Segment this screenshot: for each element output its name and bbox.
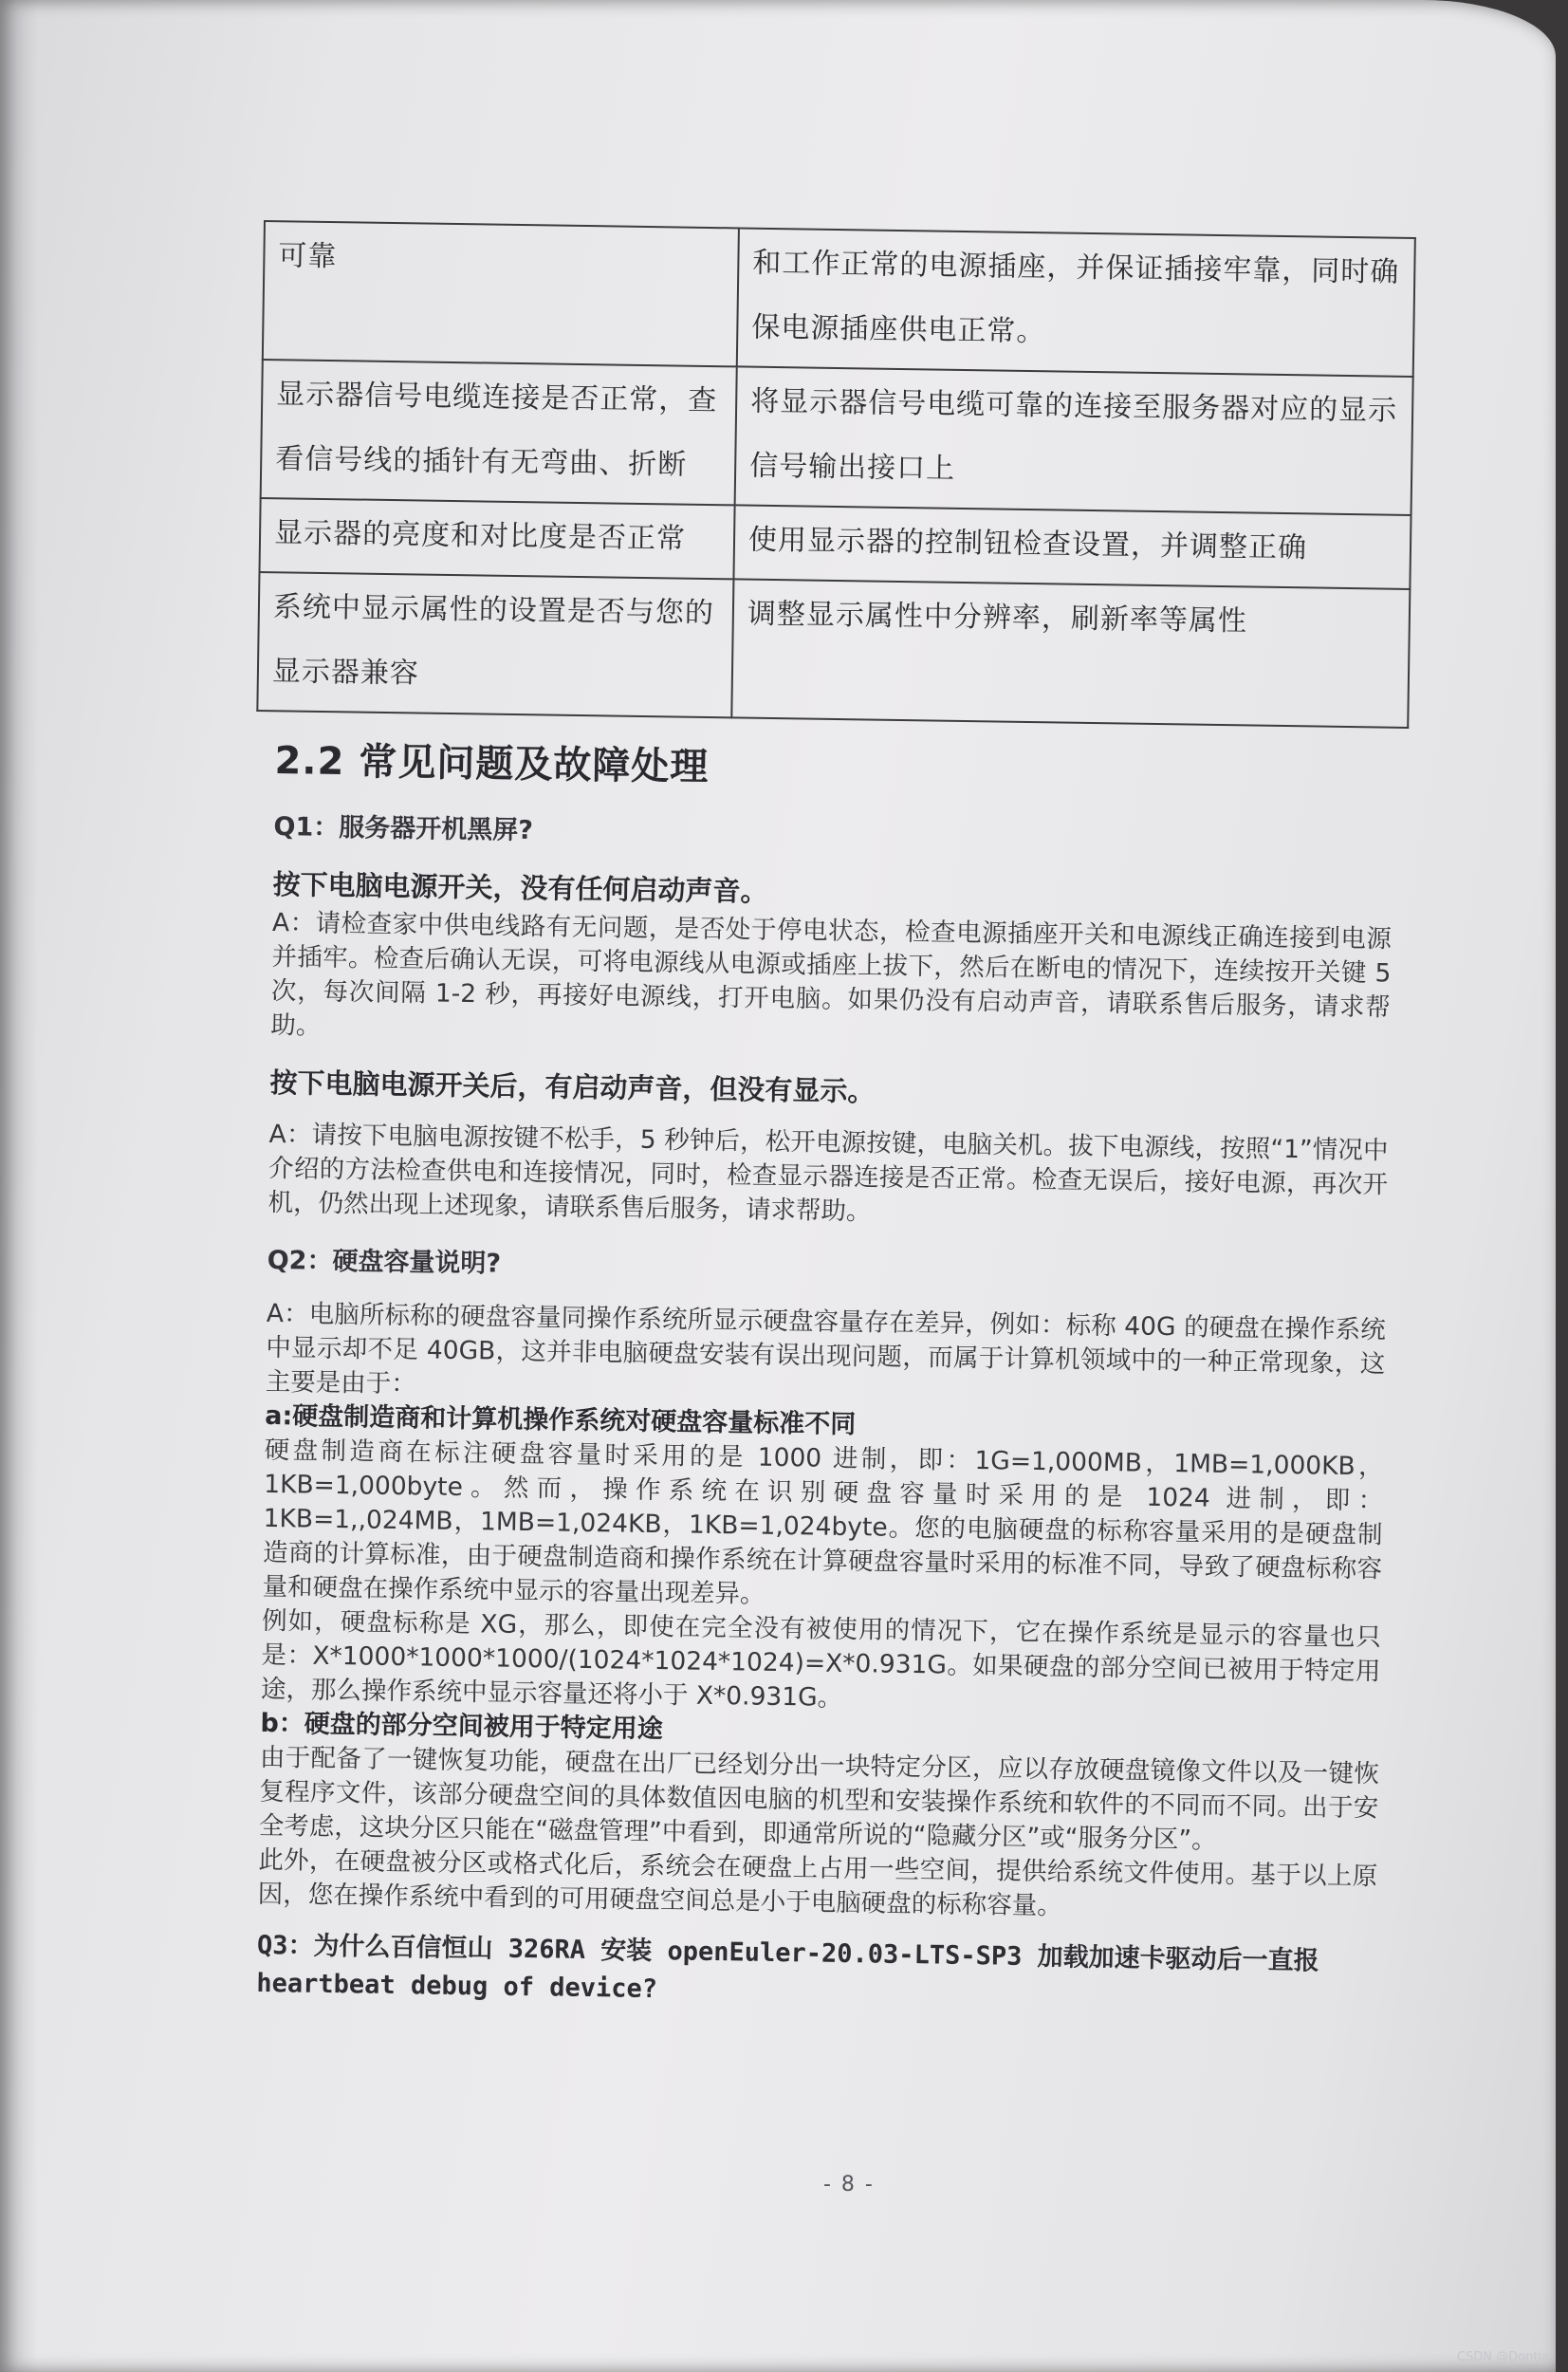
q2-intro: A：电脑所标称的硬盘容量同操作系统所显示硬盘容量存在差异，例如：标称 40G 的硬盘在操作系统中显示却不足 40GB，这并非电脑硬盘安装有误出现问题，而属于计算机领域中的一种正常现象，这主要是由于：: [265, 1298, 1386, 1399]
q1-case2-heading: 按下电脑电源开关后，有启动声音，但没有显示。: [269, 1066, 876, 1108]
q2-reason-b-heading: b：硬盘的部分空间被用于特定用途: [260, 1708, 663, 1745]
q2-reason-b-extra: 此外，在硬盘被分区或格式化后，系统会在硬盘上占用一些空间，提供给系统文件使用。基于以上原因，您在操作系统中看到的可用硬盘空间总是小于电脑硬盘的标称容量。: [257, 1844, 1378, 1921]
page-number: - 8 -: [823, 2173, 875, 2196]
table-cell-check: 系统中显示属性的设置是否与您的显示器兼容: [257, 572, 733, 717]
table-cell-solution: 和工作正常的电源插座，并保证插接牢靠，同时确保电源插座供电正常。: [737, 228, 1415, 377]
table-cell-solution: 将显示器信号电缆可靠的连接至服务器对应的显示信号输出接口上: [735, 366, 1413, 515]
troubleshooting-table: [256, 220, 1416, 729]
question-q2: Q2：硬盘容量说明?: [267, 1245, 502, 1279]
q2-reason-a-example: 例如，硬盘标称是 XG，那么，即使在完全没有被使用的情况下，它在操作系统是显示的容量也只是：X*1000*1000*1000/(1024*1024*1024)=X*0.931G。如果硬盘的部分空间已被用于特定用途，那么操作系统中显示容量还将小于 X*0.931G。: [260, 1605, 1382, 1713]
table-cell-solution: 使用显示器的控制钮检查设置，并调整正确: [733, 505, 1411, 589]
table-row: [257, 572, 1410, 728]
q2-reason-a-text: 硬盘制造商在标注硬盘容量时采用的是 1000 进制，即：1G=1,000MB，1MB=1,000KB，1KB=1,000byte。然而，操作系统在识别硬盘容量时采用的是 1024 进制，即：1KB=1,,024MB，1MB=1,024KB，1KB=1,024byte。您的电脑硬盘的标称容量采用的是硬盘制造商的计算标准，由于硬盘制造商和操作系统在计算硬盘容量时采用的标准不同，导致了硬盘标称容量和硬盘在操作系统中显示的容量出现差异。: [262, 1435, 1384, 1609]
q1-case1-answer: A：请检查家中供电线路有无问题，是否处于停电状态，检查电源插座开关和电源线正确连接到电源并插牢。检查后确认无误，可将电源线从电源或插座上拔下，然后在断电的情况下，连续按开关键 5 次，每次间隔 1-2 秒，再接好电源线，打开电脑。如果仍没有启动声音，请联系售后服务，请求帮助。: [270, 907, 1393, 1041]
q2-reason-b-text: 由于配备了一键恢复功能，硬盘在出厂已经划分出一块特定分区，应以存放硬盘镜像文件以及一键恢复程序文件，该部分硬盘空间的具体数值因电脑的机型和安装操作系统和软件的不同而不同。出于安全考虑，这块分区只能在“磁盘管理”中看到，即通常所说的“隐藏分区”或“服务分区”。: [258, 1742, 1380, 1855]
q1-case1-heading: 按下电脑电源开关，没有任何启动声音。: [272, 867, 768, 908]
table-row: [263, 221, 1415, 377]
faq-section: [256, 731, 1394, 2019]
q1-case2-answer: A：请按下电脑电源按键不松手，5 秒钟后，松开电源按键，电脑关机。拔下电源线，按照“1”情况中介绍的方法检查供电和连接情况，同时，检查显示器连接是否正常。检查无误后，接好电源，再次开机，仍然出现上述现象，请联系售后服务，请求帮助。: [267, 1119, 1389, 1227]
section-heading: 2.2 常见问题及故障处理: [274, 738, 710, 789]
question-q1: Q1：服务器开机黑屏?: [273, 811, 534, 846]
table-cell-check: 显示器的亮度和对比度是否正常: [259, 498, 734, 579]
table-cell-check: 显示器信号电缆连接是否正常，查看信号线的插针有无弯曲、折断: [261, 360, 737, 505]
table-cell-solution: 调整显示属性中分辨率，刷新率等属性: [731, 579, 1410, 728]
watermark: CSDN @Dontla: [1456, 2350, 1549, 2364]
q2-reason-a-heading: a:硬盘制造商和计算机操作系统对硬盘容量标准不同: [265, 1400, 857, 1440]
question-q3: Q3：为什么百信恒山 326RA 安装 openEuler-20.03-LTS-SP3 加载加速卡驱动后一直报 heartbeat debug of device?: [256, 1930, 1319, 2005]
table-row: [261, 360, 1413, 515]
table-cell-check: 可靠: [263, 221, 739, 366]
